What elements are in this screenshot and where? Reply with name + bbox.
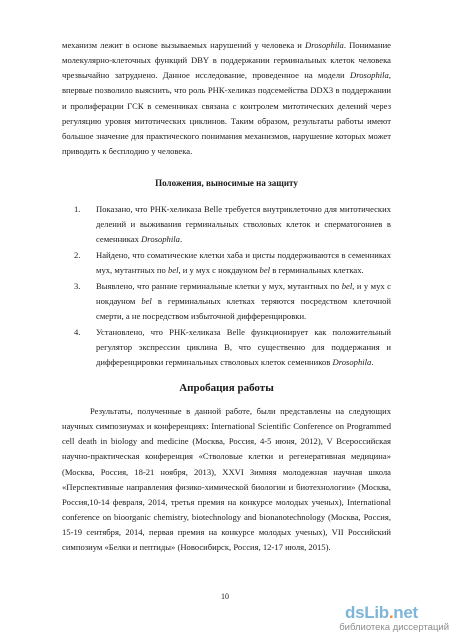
thesis-text: Выявлено, что ранние герминальные клетки у мух, мутантных по bel, и у мух с нокдауном bel в герминальных клетках теряются посредством клеточной смерти, а не посредством избыточной дифференцировки. [96, 281, 391, 322]
theses-heading: Положения, выносимые на защиту [155, 178, 298, 188]
watermark-logo-dot: . [388, 603, 394, 622]
page-number: 10 [221, 592, 229, 601]
thesis-number: 2. [74, 250, 81, 260]
thesis-number: 1. [74, 204, 81, 214]
thesis-text: Найдено, что соматические клетки хаба и цисты поддерживаются в семенниках мух, мутантных по bel, и у мух с нокдауном bel в герминальных клетках. [96, 250, 391, 276]
intro-paragraph: механизм лежит в основе вызываемых нарушений у человека и Drosophila. Понимание молекулярно-клеточных функций DBY в поддержании герминальных клеток человека чрезвычайно затруднено. Данное исследование, проведенное на модели Drosophila, впервые позволило выяснить, что роль РНК-хеликаз подсемейства DDX3 в поддержании и пролиферации ГСК в семенниках связана с контролем митотических делений через регуляцию уровня митотических циклинов. Таким образом, результаты работы имеют большое значение для практического понимания механизмов, нарушение которых может приводить к бесплодию у человека. [62, 40, 391, 157]
thesis-text: Установлено, что РНК-хеликаза Belle функционирует как положительный регулятор экспрессии циклина B, что существенно для поддержания и дифференцировки герминальных стволовых клеток семенников Drosophila. [96, 327, 391, 368]
watermark-logo-tld: net [393, 603, 418, 622]
approbation-paragraph: Результаты, полученные в данной работе, были представлены на следующих научных симпозиумах и конференциях: International Scientific Conference on Programmed cell death in biology and medicine (Москва, Россия, 4-5 июня, 2012), V Всероссийская научно-практическая конференция «Стволовые клетки и регенеративная медицина» (Москва, Россия, 18-21 ноября, 2013), XXVI Зимняя молодежная научная школа «Перспективные направления физико-химической биологии и биотехнологии» (Москва, Россия,10-14 февраля, 2014, третья премия на конкурсе молодых ученых), International conference on bioorganic chemistry, biotechnology and bionanotechnology (Москва, Россия, 15-19 сентября, 2014, первая премия на конкурсе молодых ученых), VII Российский симпозиум «Белки и пептиды» (Новосибирск, Россия, 12-17 июля, 2015). [62, 406, 391, 553]
approbation-heading: Апробация работы [179, 382, 274, 394]
thesis-number: 3. [74, 281, 81, 291]
watermark-logo-main: dsLib [345, 603, 389, 622]
watermark-logo [339, 603, 449, 633]
thesis-text: Показано, что РНК-хеликаза Belle требуется внутриклеточно для митотических делений и выживания герминальных стволовых клеток и сперматогониев в семенниках Drosophila. [96, 204, 391, 245]
watermark-subtitle: библиотека диссертаций [339, 622, 449, 633]
thesis-number: 4. [74, 327, 81, 337]
